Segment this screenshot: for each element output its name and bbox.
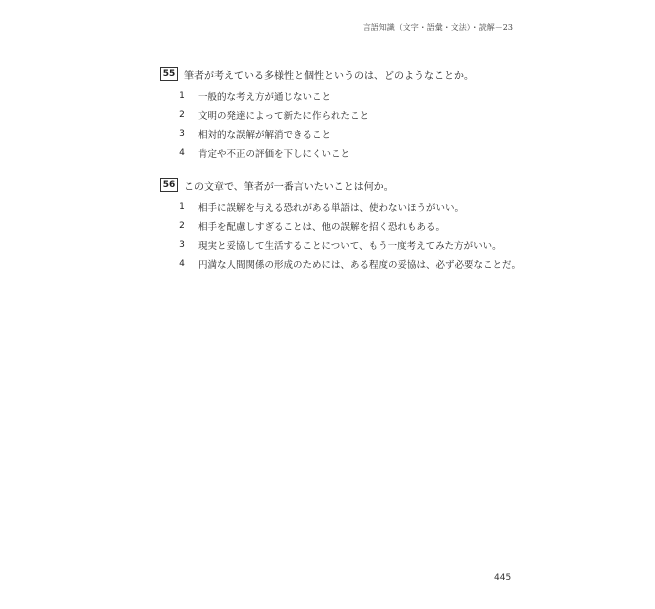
option-item[interactable] [160, 105, 540, 124]
option-text: 現実と妥協して生活することについて、もう一度考えてみた方がいい。 [198, 240, 502, 252]
option-text: 円満な人間関係の形成のためには、ある程度の妥協は、必ず必要なことだ。 [198, 259, 522, 271]
option-item[interactable] [160, 254, 540, 273]
option-number: 2 [179, 109, 185, 120]
option-text: 相手に誤解を与える恐れがある単語は、使わないほうがいい。 [198, 202, 465, 214]
question-stem [160, 66, 540, 82]
option-item[interactable] [160, 197, 540, 216]
option-item[interactable] [160, 124, 540, 143]
question-stem [160, 177, 540, 193]
question-55 [160, 66, 540, 162]
page-number: 445 [494, 573, 512, 583]
option-number: 1 [179, 201, 185, 212]
option-text: 肯定や不正の評価を下しにくいこと [198, 148, 351, 160]
option-item[interactable] [160, 235, 540, 254]
question-number-box: 56 [160, 178, 178, 192]
question-number-box: 55 [160, 67, 178, 81]
option-number: 2 [179, 220, 185, 231]
option-item[interactable] [160, 216, 540, 235]
option-text: 文明の発達によって新たに作られたこと [198, 110, 370, 122]
option-number: 1 [179, 90, 185, 101]
option-number: 4 [179, 147, 185, 158]
option-item[interactable] [160, 86, 540, 105]
option-list [160, 86, 540, 162]
option-list [160, 197, 540, 273]
question-text: 筆者が考えている多様性と個性というのは、どのようなことか。 [184, 70, 474, 82]
option-text: 一般的な考え方が通じないこと [198, 91, 332, 103]
option-number: 4 [179, 258, 185, 269]
running-header: 言語知識（文字・語彙・文法）・読解－23 [362, 23, 513, 32]
question-text: この文章で、筆者が一番言いたいことは何か。 [184, 181, 394, 193]
option-text: 相対的な誤解が解消できること [198, 129, 332, 141]
option-number: 3 [179, 239, 185, 250]
option-number: 3 [179, 128, 185, 139]
question-56 [160, 177, 540, 273]
option-item[interactable] [160, 143, 540, 162]
option-text: 相手を配慮しすぎることは、他の誤解を招く恐れもある。 [198, 221, 446, 233]
